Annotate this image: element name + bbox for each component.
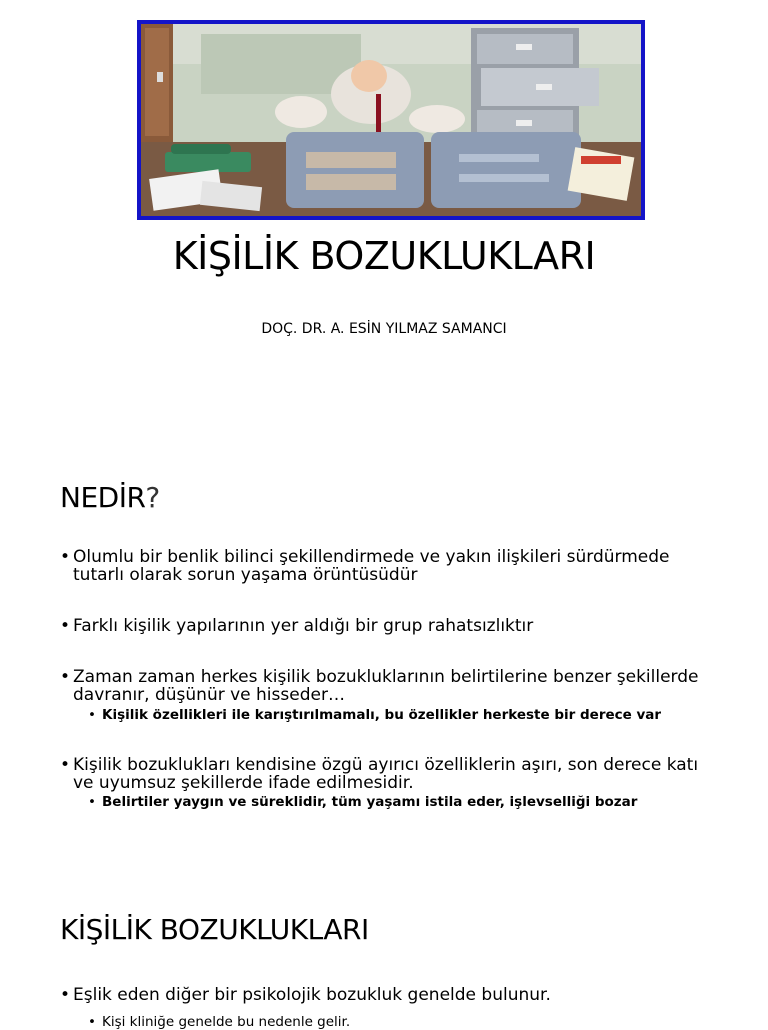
slide-heading: KİŞİLİK BOZUKLUKLARI [60,913,369,946]
list-item [60,617,720,635]
list-item [60,548,720,584]
bullet-text: Zaman zaman herkes kişilik bozukluklarının belirtilerine benzer şekillerde davranır, düşünür ve hisseder… [73,667,699,705]
bullet-text: Eşlik eden diğer bir psikolojik bozukluk genelde bulunur. [73,985,551,1005]
bullet-icon: • [88,707,96,723]
overview-slide [0,864,768,1030]
bullet-icon: • [60,667,71,687]
sub-bullet-text: Kişi kliniğe genelde bu nedenle gelir. [102,1014,351,1030]
list-item [60,668,720,704]
slide-heading [60,480,160,516]
sub-list-item [88,707,708,723]
heading-question-mark: ? [145,481,160,514]
bullet-icon: • [60,985,71,1005]
stressed-office-worker-illustration [141,24,641,216]
list-item [60,986,720,1004]
definition-slide [0,432,768,864]
heading-text: NEDİR [60,481,146,514]
cover-illustration [137,20,645,220]
sub-bullet-text: Kişilik özellikleri ile karıştırılmamalı, bu özellikler herkeste bir derece var [102,707,662,723]
author-name: DOÇ. DR. A. ESİN YILMAZ SAMANCI [261,321,507,337]
sub-list-item [88,1014,708,1030]
bullet-icon: • [88,1014,96,1030]
sub-bullet-text: Belirtiler yaygın ve süreklidir, tüm yaşamı istila eder, işlevselliği bozar [102,794,638,810]
bullet-icon: • [88,794,96,810]
bullet-icon: • [60,755,71,775]
sub-list-item [88,794,708,810]
bullet-icon: • [60,616,71,636]
presentation-title: KİŞİLİK BOZUKLUKLARI [172,234,596,278]
list-item [60,756,720,792]
title-slide [0,0,768,432]
bullet-text: Olumlu bir benlik bilinci şekillendirmede ve yakın ilişkileri sürdürmede tutarlı olarak sorun yaşama örüntüsüdür [73,547,670,585]
bullet-text: Kişilik bozuklukları kendisine özgü ayırıcı özelliklerin aşırı, son derece katı ve uyumsuz şekillerde ifade edilmesidir. [73,755,699,793]
bullet-icon: • [60,547,71,567]
bullet-text: Farklı kişilik yapılarının yer aldığı bir grup rahatsızlıktır [73,616,534,636]
